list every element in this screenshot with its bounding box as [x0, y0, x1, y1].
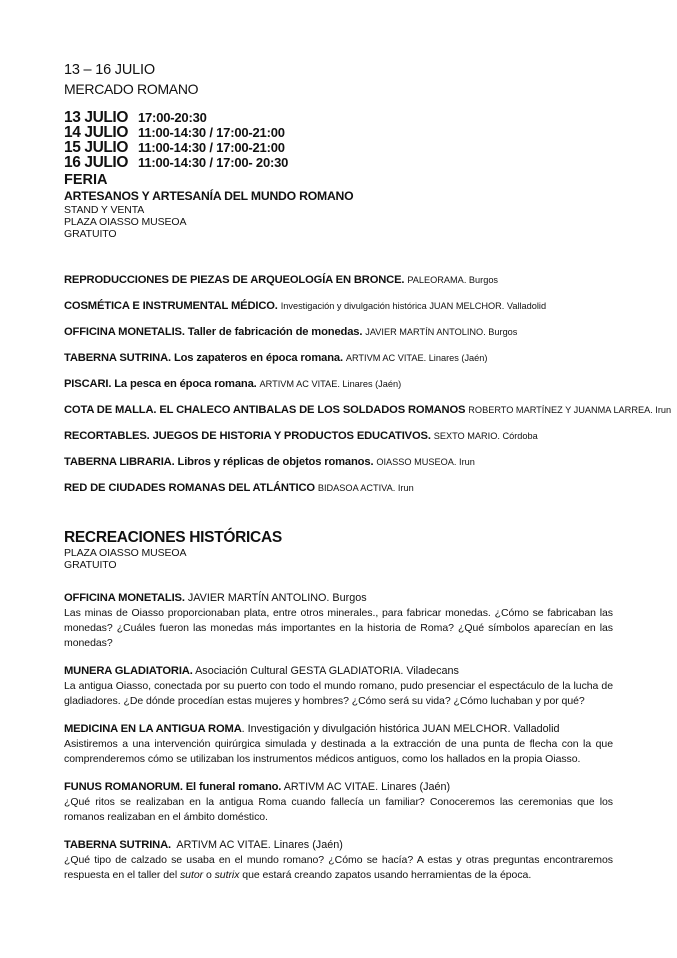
activity-description: Asistiremos a una intervención quirúrgica simulada y destinada a la extracción de una punta de flecha con la que comprenderemos cómo se utilizaban los instrumentos médicos antiguos, como los hallados en la propia Oiasso. — [64, 738, 613, 765]
recreaciones-location: PLAZA OIASSO MUSEOA — [64, 547, 187, 559]
schedule-day: 16 JULIO — [64, 154, 128, 171]
stand-item — [64, 352, 613, 365]
stand-title: COSMÉTICA E INSTRUMENTAL MÉDICO. — [64, 300, 278, 312]
activity-item — [64, 722, 613, 767]
schedule-time: 11:00-14:30 / 17:00-21:00 — [138, 140, 285, 155]
stands-list — [64, 274, 672, 495]
schedule-time: 11:00-14:30 / 17:00- 20:30 — [138, 155, 289, 170]
stand-meta: JAVIER MARTÍN ANTOLINO. Burgos — [365, 327, 518, 337]
activity-title: OFFICINA MONETALIS. — [64, 592, 185, 604]
recreaciones-price: GRATUITO — [64, 559, 117, 571]
stand-item — [64, 326, 613, 339]
feria-price: GRATUITO — [64, 228, 117, 240]
activity-meta: Asociación Cultural GESTA GLADIATORIA. Viladecans — [195, 665, 459, 677]
activity-term: sutor — [179, 869, 204, 881]
activity-description: ¿Qué ritos se realizaban en la antigua Roma cuando fallecía un familiar? Conoceremos las ceremonias que los romanos realizaban en el ámbito doméstico. — [64, 796, 613, 823]
activity-item — [64, 664, 613, 709]
activity-text: o — [203, 869, 215, 881]
activity-item — [64, 838, 613, 883]
schedule-day: 14 JULIO — [64, 124, 128, 141]
schedule-row — [64, 155, 613, 170]
stand-title: TABERNA SUTRINA. Los zapateros en época romana. — [64, 352, 343, 364]
activity-title: TABERNA SUTRINA. — [64, 839, 171, 851]
stand-item — [64, 300, 613, 313]
date-range: 13 – 16 JULIO — [64, 62, 155, 78]
activity-title: MEDICINA EN LA ANTIGUA ROMA — [64, 723, 242, 735]
activity-text: que estará creando zapatos usando herramientas de la época. — [239, 869, 532, 881]
stand-meta: PALEORAMA. Burgos — [407, 275, 499, 285]
feria-subtitle: ARTESANOS Y ARTESANÍA DEL MUNDO ROMANO — [64, 189, 354, 203]
schedule-row — [64, 110, 613, 125]
stand-item — [64, 378, 613, 391]
stand-item — [64, 456, 613, 469]
activity-description — [64, 853, 613, 883]
activity-heading — [64, 780, 613, 794]
stand-meta: Investigación y divulgación histórica JUAN MELCHOR. Valladolid — [280, 301, 547, 311]
stand-title: COTA DE MALLA. EL CHALECO ANTIBALAS DE LOS SOLDADOS ROMANOS — [64, 404, 466, 416]
activity-heading — [64, 838, 613, 852]
event-subtitle: MERCADO ROMANO — [64, 81, 199, 97]
stand-meta: SEXTO MARIO. Córdoba — [433, 431, 538, 441]
stand-item — [64, 482, 613, 495]
activity-meta: JAVIER MARTÍN ANTOLINO. Burgos — [187, 592, 367, 604]
schedule-time: 11:00-14:30 / 17:00-21:00 — [138, 125, 285, 140]
activity-meta: ARTIVM AC VITAE. Linares (Jaén) — [283, 781, 451, 793]
stand-title: OFFICINA MONETALIS. Taller de fabricación de monedas. — [64, 326, 363, 338]
activity-text: ¿Qué tipo de calzado se usaba en el mundo romano? ¿Cómo se hacía? A estas y otras preguntas encontraremos respuesta en el taller del — [64, 854, 613, 881]
activity-title: MUNERA GLADIATORIA. — [64, 665, 193, 677]
stand-item — [64, 404, 672, 417]
activity-heading — [64, 664, 613, 678]
schedule-day: 13 JULIO — [64, 109, 128, 126]
stand-title: PISCARI. La pesca en época romana. — [64, 378, 257, 390]
recreaciones-title: RECREACIONES HISTÓRICAS — [64, 529, 282, 546]
stand-item — [64, 430, 613, 443]
stand-item — [64, 274, 613, 287]
stand-title: RECORTABLES. JUEGOS DE HISTORIA Y PRODUCTOS EDUCATIVOS. — [64, 430, 431, 442]
activities-list — [64, 591, 613, 883]
stand-meta: ROBERTO MARTÍNEZ Y JUANMA LARREA. Irun — [468, 405, 672, 415]
activity-heading — [64, 722, 613, 736]
activity-meta: . Investigación y divulgación histórica JUAN MELCHOR. Valladolid — [241, 723, 560, 735]
schedule-row — [64, 125, 613, 140]
stand-meta: OIASSO MUSEOA. Irun — [376, 457, 475, 467]
schedule-row — [64, 140, 613, 155]
schedule-time: 17:00-20:30 — [138, 110, 207, 125]
activity-item — [64, 780, 613, 825]
activity-title: FUNUS ROMANORUM. El funeral romano. — [64, 781, 282, 793]
activity-heading — [64, 591, 613, 605]
activity-item — [64, 591, 613, 651]
stand-meta: BIDASOA ACTIVA. Irun — [317, 483, 414, 493]
schedule — [64, 110, 613, 170]
feria-location: PLAZA OIASSO MUSEOA — [64, 216, 187, 228]
feria-title: FERIA — [64, 172, 108, 188]
stand-title: RED DE CIUDADES ROMANAS DEL ATLÁNTICO — [64, 482, 315, 494]
schedule-day: 15 JULIO — [64, 139, 128, 156]
stand-title: TABERNA LIBRARIA. Libros y réplicas de objetos romanos. — [64, 456, 374, 468]
activity-description: Las minas de Oiasso proporcionaban plata, entre otros minerales., para fabricar monedas. ¿Cómo se fabricaban las monedas? ¿Cuáles fueron las monedas más importantes en la historia de Roma? ¿Qué símbolos aparecían en las monedas? — [64, 607, 613, 649]
activity-description: La antigua Oiasso, conectada por su puerto con todo el mundo romano, pudo presenciar el espectáculo de la lucha de gladiadores. ¿De dónde procedían estas mujeres y hombres? ¿Cómo será su vida? ¿Cómo luchaban y por qué? — [64, 680, 613, 707]
activity-meta: ARTIVM AC VITAE. Linares (Jaén) — [176, 839, 343, 851]
stand-title: REPRODUCCIONES DE PIEZAS DE ARQUEOLOGÍA EN BRONCE. — [64, 274, 405, 286]
feria-type: STAND Y VENTA — [64, 204, 145, 216]
stand-meta: ARTIVM AC VITAE. Linares (Jaén) — [345, 353, 488, 363]
activity-term: sutrix — [214, 869, 240, 881]
stand-meta: ARTIVM AC VITAE. Linares (Jaén) — [259, 379, 402, 389]
